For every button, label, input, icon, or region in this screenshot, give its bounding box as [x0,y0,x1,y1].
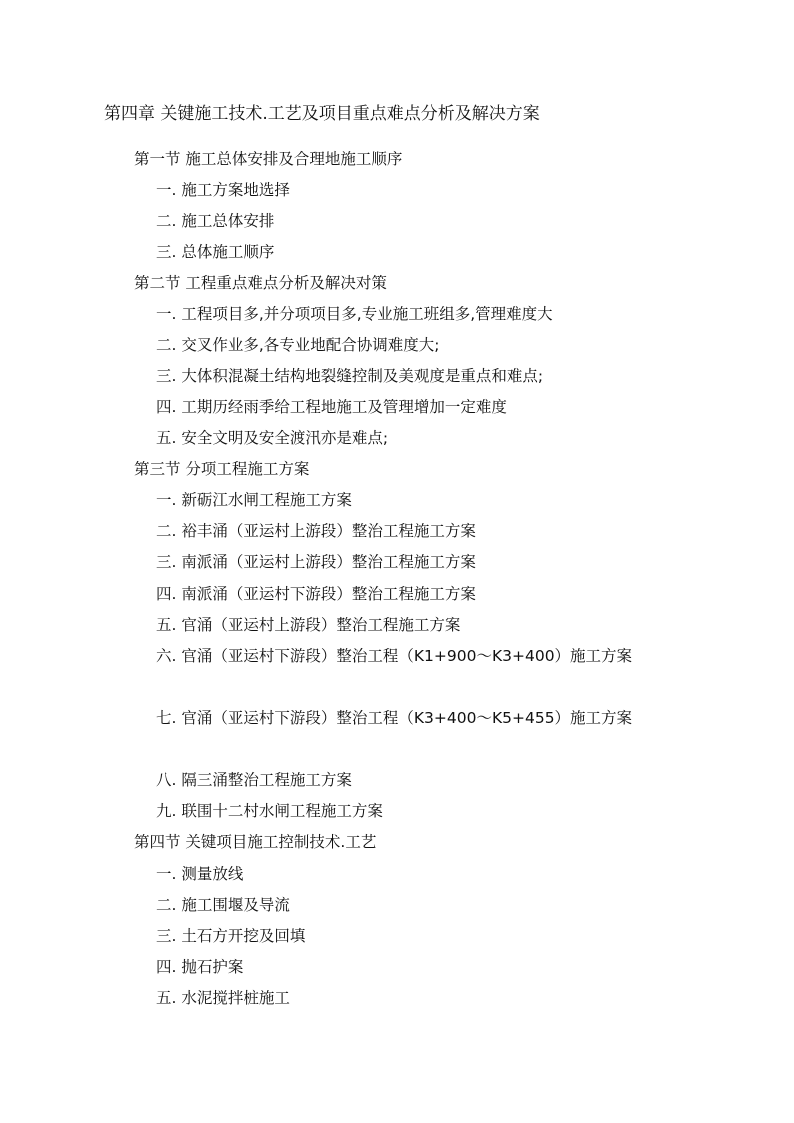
toc-item: 四. 抛石护案 [156,958,244,976]
toc-item: 六. 官涌（亚运村下游段）整治工程（K1+900～K3+400）施工方案 [156,647,633,665]
toc-item: 二. 施工围堰及导流 [156,896,290,914]
toc-item: 三. 土石方开挖及回填 [156,927,306,945]
toc-item: 九. 联围十二村水闸工程施工方案 [156,802,383,820]
toc-item: 八. 隔三涌整治工程施工方案 [156,771,352,789]
toc-item: 七. 官涌（亚运村下游段）整治工程（K3+400～K5+455）施工方案 [156,709,633,727]
toc-item: 五. 水泥搅拌桩施工 [156,989,290,1007]
toc-item: 一. 施工方案地选择 [156,181,290,199]
toc-item: 一. 新砺江水闸工程施工方案 [156,491,352,509]
toc-item: 四. 工期历经雨季给工程地施工及管理增加一定难度 [156,398,507,416]
section-title: 第四节 关键项目施工控制技术.工艺 [134,833,377,851]
toc-item: 三. 大体积混凝土结构地裂缝控制及美观度是重点和难点; [156,367,544,385]
section-title: 第一节 施工总体安排及合理地施工顺序 [134,150,403,168]
toc-item: 一. 测量放线 [156,865,244,883]
chapter-title: 第四章 关键施工技术.工艺及项目重点难点分析及解决方案 [104,104,540,124]
toc-item: 五. 安全文明及安全渡汛亦是难点; [156,429,389,447]
toc-item: 五. 官涌（亚运村上游段）整治工程施工方案 [156,616,461,634]
section-title: 第二节 工程重点难点分析及解决对策 [134,274,387,292]
toc-item: 三. 总体施工顺序 [156,243,275,261]
toc-item: 一. 工程项目多,并分项项目多,专业施工班组多,管理难度大 [156,305,553,323]
toc-item: 二. 交叉作业多,各专业地配合协调难度大; [156,336,440,354]
section-title: 第三节 分项工程施工方案 [134,460,310,478]
toc-item: 三. 南派涌（亚运村上游段）整治工程施工方案 [156,553,476,571]
toc-item: 二. 施工总体安排 [156,212,275,230]
toc-item: 四. 南派涌（亚运村下游段）整治工程施工方案 [156,585,476,603]
toc-item: 二. 裕丰涌（亚运村上游段）整治工程施工方案 [156,522,476,540]
